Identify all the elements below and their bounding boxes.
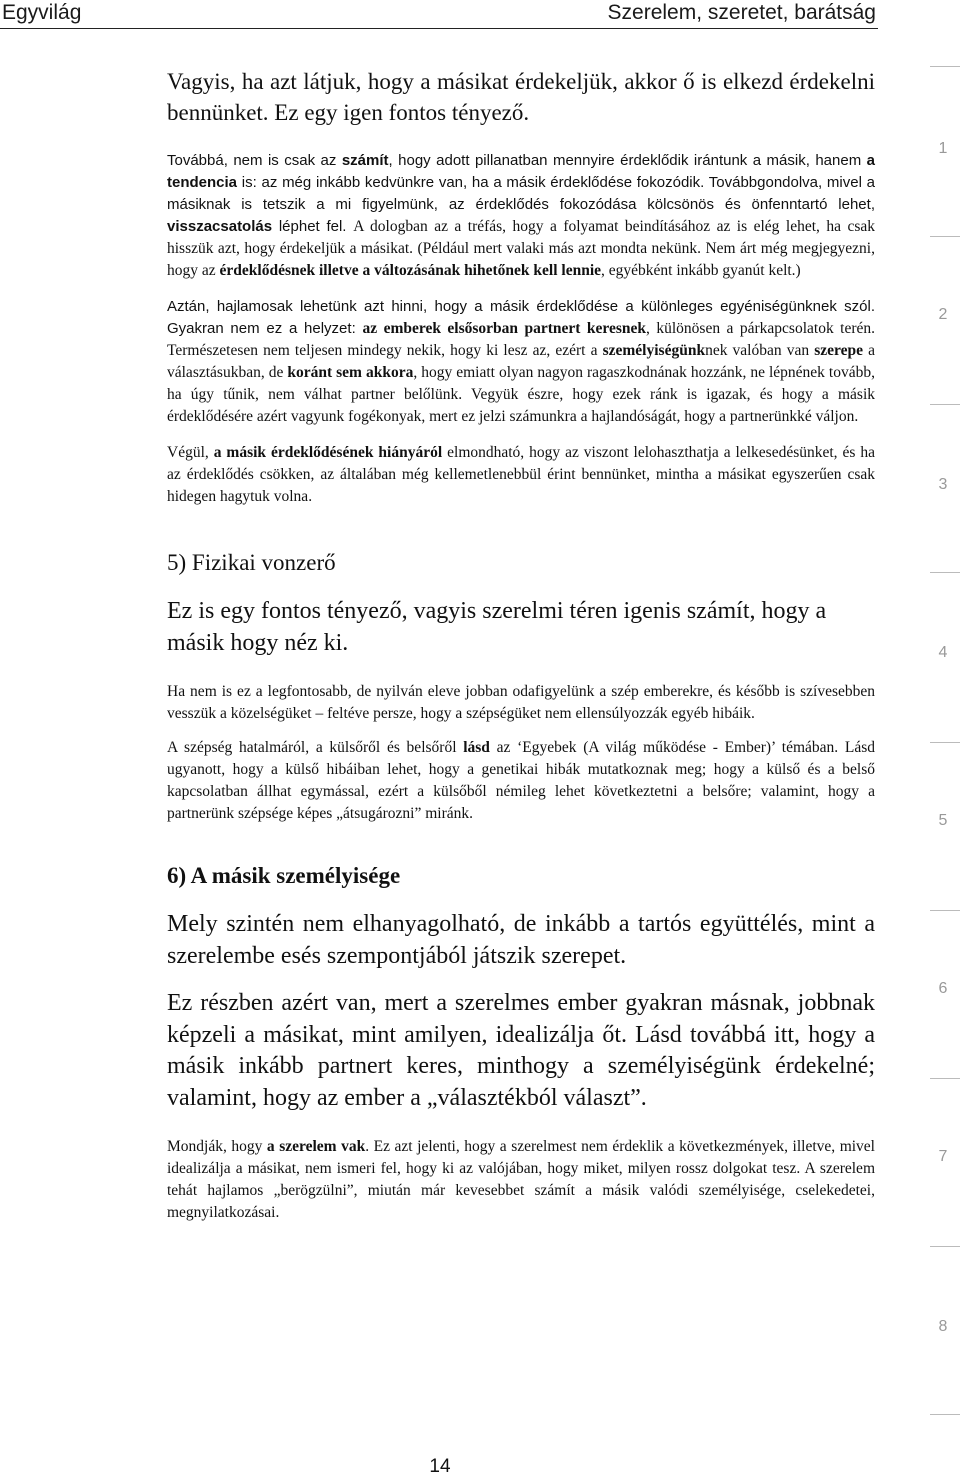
paragraph-lack-of-interest [167, 442, 875, 508]
paragraph-idealization: Ez részben azért van, mert a szerelmes ember gyakran másnak, jobbnak képzeli a másikat, mint amilyen, idealizálja őt. Lásd továbbá itt, hogy a másik inkább partnert keres, minthogy a személyiségünk érdekelné; valamint, hogy az ember a „választékból választ”. [167, 990, 875, 1111]
margin-tick [930, 66, 960, 67]
p3-seg-0: Aztán, hajlamosak lehetünk azt hinni, hogy a másik érdeklődése a különleges egyéniségünknek szól. Gyakran nem ez a helyzet: [167, 298, 875, 337]
p2-seg-4: is: az még inkább kedvünkre van, ha a másik érdeklődése fokozódik. [237, 174, 709, 191]
margin-tick [930, 404, 960, 405]
paragraph-personality-myth [167, 296, 875, 428]
paragraph-physical-lead: Ez is egy fontos tényező, vagyis szerelmi téren igenis számít, hogy a másik hogy néz ki. [167, 598, 827, 656]
p10-seg-2: . Ez azt jelenti, hogy a szerelmest nem érdeklik a következmények, illetve, mivel idealizálja a másikat, nem ismeri fel, hogy ki az valójában, hogy miket, milyen rossz dolgokat tesz. A szerelem tehát hajlamos „berögzülni”, miután már kevesebbet számít a másik valódi személyisége, cselekedetei, megnyilatkozásai. [167, 1138, 875, 1221]
margin-tick [930, 572, 960, 573]
p2-bold-visszacsatolas: visszacsatolás [167, 218, 273, 235]
header-left-title: Egyvilág [2, 1, 82, 24]
section-heading-5: 5) Fizikai vonzerő [167, 550, 336, 575]
p2-seg-7: léphet fel. [272, 218, 354, 235]
margin-tick [930, 910, 960, 911]
p2-bold-tendencia: a tendencia [167, 152, 875, 191]
margin-number: 1 [938, 140, 948, 157]
page-number: 14 [429, 1456, 451, 1477]
margin-number: 5 [938, 812, 948, 829]
p3-seg-6: a választásukban, de [167, 342, 876, 381]
section-heading-6: 6) A másik személyisége [167, 863, 401, 888]
margin-tick [930, 236, 960, 237]
p4-seg-2: elmondható, hogy az viszont lelohaszthatja a lelkesedésünket, és ha az érdeklődés csökken, az általában még kellemetlenebbül érint bennünket, mintha a másikat egyszerűen csak hidegen hagytuk volna. [167, 444, 875, 505]
p2-seg-2: , hogy adott pillanatban mennyire érdeklődik irántunk a másik, hanem [388, 152, 867, 169]
margin-tick [930, 1246, 960, 1247]
p2-seg-8: A dologban az a tréfás, hogy a folyamat beindításához az is elég lehet, ha csak hisszük azt, hogy érdekeljük a másikat. (Például mert valaki más azt mondta nekünk. Nem árt még megjegyezni, hogy az [167, 218, 875, 279]
header-right-title: Szerelem, szeretet, barátság [607, 1, 876, 24]
paragraph-personality-lead: Mely szintén nem elhanyagolható, de inkább a tartós együttélés, mint a szerelembe esés szempontjából játszik szerepet. [167, 911, 875, 969]
p2-seg-0: Továbbá, nem is csak az [167, 152, 342, 169]
paragraph-intro [167, 66, 875, 128]
paragraph-love-blind [167, 1136, 875, 1224]
p3-bold-korant: koránt sem akkora [287, 364, 414, 381]
p7-bold-lasd: lásd [463, 739, 490, 756]
margin-number: 4 [938, 644, 948, 661]
margin-number: 2 [938, 306, 948, 323]
p7-seg-2: az ‘Egyebek (A világ működése - Ember)’ témában. Lásd ugyanott, hogy a külső hibáiban lehet, hogy a genetikai hibák mutatkoznak meg; hogy a külső és a belső kapcsolatban állhat egymással, ezért a külsőből némileg lehet következtetni a belsőre; valamint, hogy a partnerünk szépsége képes „átsugározni” miránk. [167, 739, 875, 822]
p4-bold-hiany: a másik érdeklődésének hiányáról [213, 444, 443, 461]
paragraph-beauty-power [167, 737, 875, 825]
margin-number: 6 [938, 980, 948, 997]
margin-number-strip [930, 66, 960, 1426]
running-header [0, 0, 878, 29]
p3-seg-2: , különösen a párkapcsolatok terén. Természetesen nem teljesen mindegy nekik, hogy ki lesz az, ezért a [167, 320, 875, 359]
intro-text: Vagyis, ha azt látjuk, hogy a másikat érdekeljük, akkor ő is elkezd érdekelni bennünket. Ez egy igen fontos tényező. [167, 69, 875, 125]
p7-seg-0: A szépség hatalmáról, a külsőről és belsőről [167, 739, 464, 756]
margin-tick [930, 742, 960, 743]
margin-number: 7 [938, 1148, 948, 1165]
page-content [167, 66, 875, 1224]
paragraph-tendency [167, 150, 875, 282]
margin-number: 8 [938, 1318, 948, 1335]
paragraph-physical-detail: Ha nem is ez a legfontosabb, de nyilván eleve jobban odafigyelünk a szép emberekre, és később is szívesebben vesszük a közelségüket – feltéve persze, hogy a szépségüket nem ellensúlyozzák egyéb hibáik. [167, 683, 875, 722]
p2-seg-10: , egyébként inkább gyanút kelt.) [601, 262, 801, 279]
p3-bold-szemelyisegunk: személyiségünk [602, 342, 706, 359]
p2-bold-hiheto: érdeklődésnek illetve a változásának hihetőnek kell lennie [219, 262, 601, 279]
p3-seg-8: , hogy emiatt olyan nagyon ragaszkodnának hozzánk, ne lépnének tovább, ha úgy tűnik, nem válhat partner belőlünk. Vegyük észre, hogy ezek ránk is igazak, és hogy a másik érdeklődésére azért vagyunk fogékonyak, mert ez jelzi számunkra a hajlandóságát, hogy a partnerünkké váljon. [167, 364, 875, 425]
p3-bold-partnert: az emberek elsősorban partnert keresnek [362, 320, 647, 337]
p4-seg-0: Végül, [167, 444, 214, 461]
margin-number: 3 [938, 476, 948, 493]
margin-tick [930, 1078, 960, 1079]
p10-bold-vak: a szerelem vak [266, 1138, 366, 1155]
p10-seg-0: Mondják, hogy [167, 1138, 267, 1155]
p3-seg-4: nek valóban van [705, 342, 815, 359]
margin-tick [930, 1414, 960, 1415]
p2-seg-5: Továbbgondolva, mivel a másiknak is tetszik a mi figyelmünk, az érdeklődés fokozódása kölcsönös és önfenntartó lehet, [167, 174, 875, 213]
p2-bold-szamit: számít [341, 152, 389, 169]
p3-bold-szerepe: szerepe [814, 342, 864, 359]
